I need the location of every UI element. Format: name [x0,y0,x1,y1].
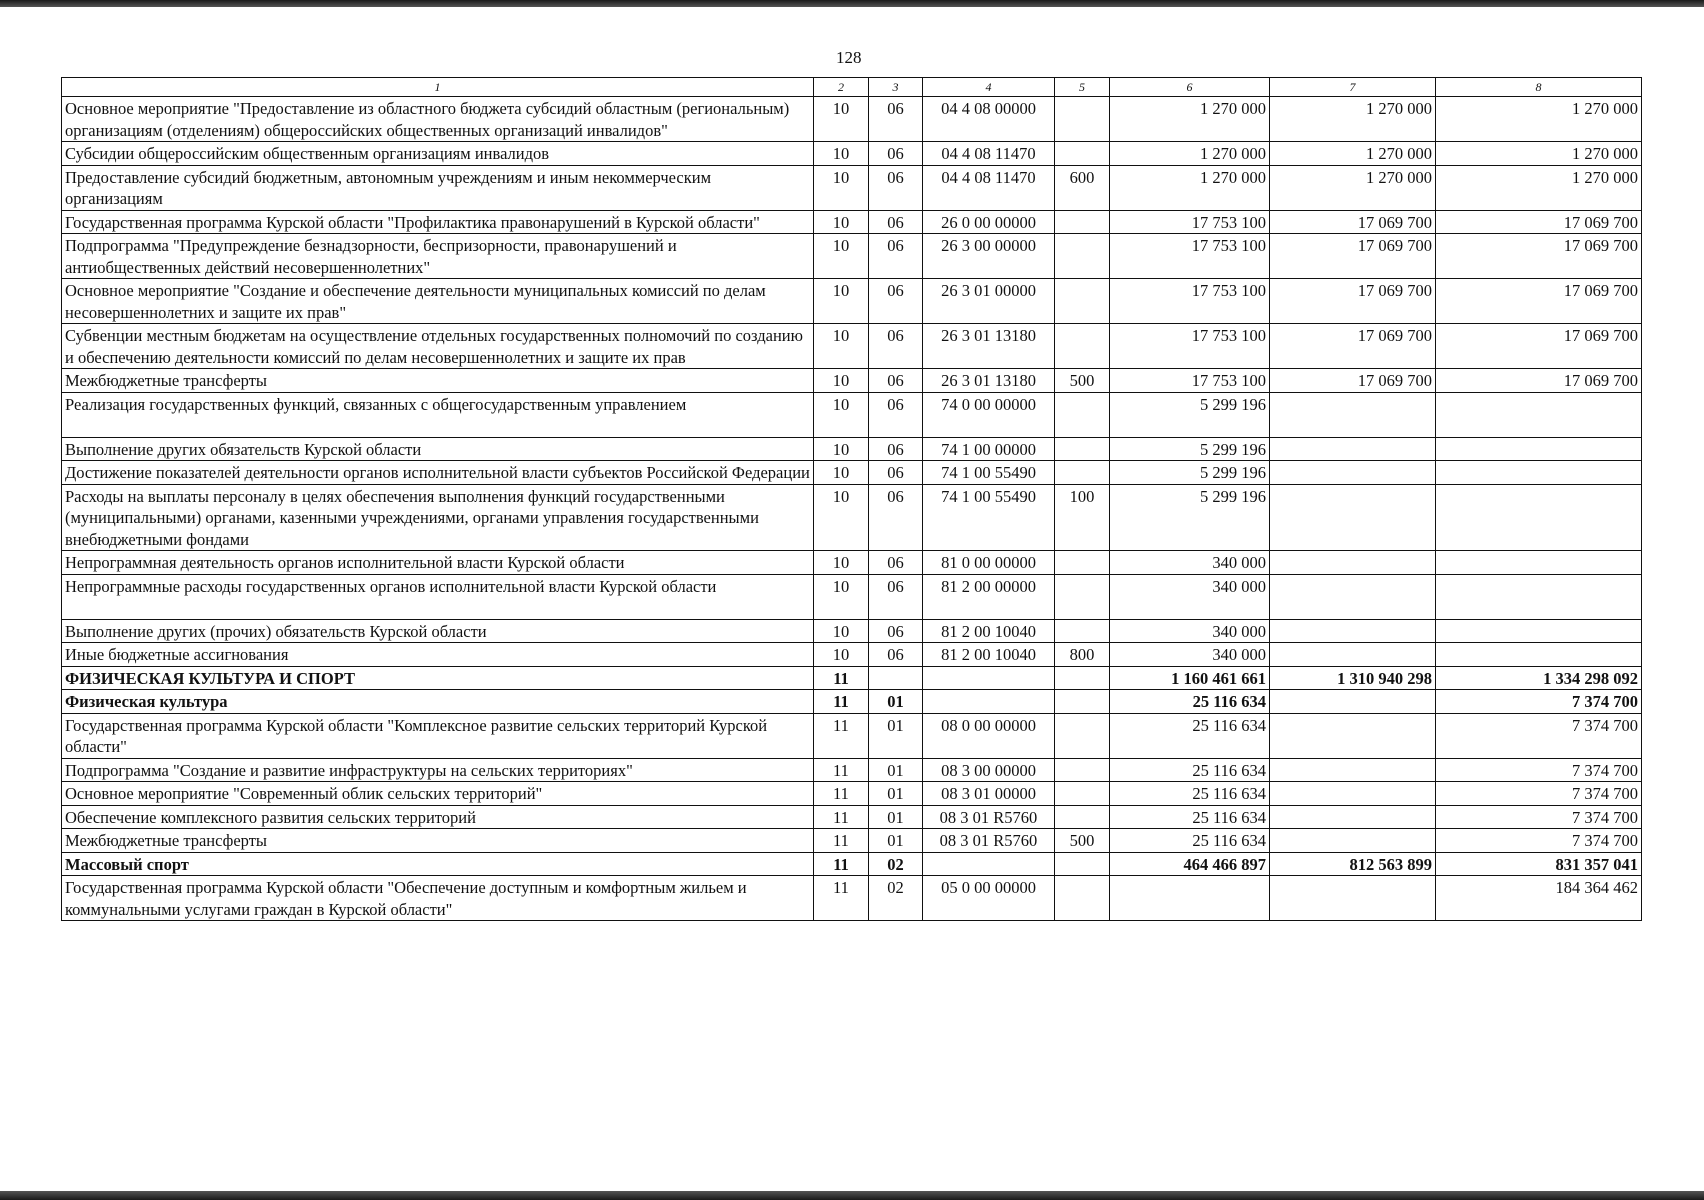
row-expense-type-cell: 600 [1055,165,1110,210]
row-name-cell: Подпрограмма "Предупреждение безнадзорности, беспризорности, правонарушений и антиобщественных действий несовершеннолетних" [62,234,814,279]
row-amount-col8-cell [1436,392,1642,437]
row-target-article-cell: 74 0 00 00000 [923,392,1055,437]
row-amount-col7-cell [1270,690,1436,714]
table-row [62,551,1642,575]
table-row [62,234,1642,279]
table-row [62,461,1642,485]
row-section-cell: 11 [814,876,869,921]
row-amount-col6-cell: 464 466 897 [1110,852,1270,876]
row-section-cell: 11 [814,782,869,806]
row-amount-col6-cell: 5 299 196 [1110,484,1270,551]
row-subsection-cell [869,666,923,690]
row-amount-col6-cell: 17 753 100 [1110,234,1270,279]
table-row [62,829,1642,853]
row-amount-col7-cell [1270,758,1436,782]
row-target-article-cell: 81 0 00 00000 [923,551,1055,575]
row-amount-col8-cell [1436,437,1642,461]
table-row [62,437,1642,461]
row-target-article-cell: 08 3 01 00000 [923,782,1055,806]
row-amount-col7-cell: 17 069 700 [1270,210,1436,234]
row-subsection-cell: 06 [869,551,923,575]
row-amount-col7-cell [1270,876,1436,921]
row-section-cell: 10 [814,142,869,166]
row-amount-col6-cell: 5 299 196 [1110,461,1270,485]
row-amount-col7-cell [1270,392,1436,437]
row-amount-col7-cell [1270,643,1436,667]
row-section-cell: 10 [814,484,869,551]
table-row [62,142,1642,166]
row-section-cell: 10 [814,165,869,210]
row-section-cell: 10 [814,437,869,461]
row-target-article-cell [923,666,1055,690]
row-target-article-cell: 26 3 01 13180 [923,324,1055,369]
row-subsection-cell: 01 [869,758,923,782]
table-row [62,369,1642,393]
row-amount-col6-cell: 25 116 634 [1110,829,1270,853]
table-body [62,97,1642,921]
row-subsection-cell: 01 [869,829,923,853]
row-name-cell: Основное мероприятие "Предоставление из областного бюджета субсидий областным (региональным) организациям (отделениям) общероссийских общественных организаций инвалидов" [62,97,814,142]
row-target-article-cell: 08 3 00 00000 [923,758,1055,782]
row-amount-col6-cell: 1 160 461 661 [1110,666,1270,690]
row-expense-type-cell [1055,782,1110,806]
row-target-article-cell: 74 1 00 55490 [923,484,1055,551]
scan-edge-bottom [0,1191,1704,1200]
row-subsection-cell: 06 [869,210,923,234]
row-amount-col7-cell: 812 563 899 [1270,852,1436,876]
row-amount-col7-cell: 1 270 000 [1270,97,1436,142]
row-name-cell: Иные бюджетные ассигнования [62,643,814,667]
row-target-article-cell: 08 3 01 R5760 [923,829,1055,853]
row-subsection-cell: 01 [869,690,923,714]
row-subsection-cell: 06 [869,234,923,279]
row-expense-type-cell [1055,876,1110,921]
row-amount-col6-cell: 1 270 000 [1110,97,1270,142]
row-amount-col6-cell: 5 299 196 [1110,392,1270,437]
row-expense-type-cell [1055,574,1110,619]
row-amount-col7-cell [1270,805,1436,829]
table-row [62,852,1642,876]
row-name-cell: Достижение показателей деятельности органов исполнительной власти субъектов Российской Федерации [62,461,814,485]
row-amount-col8-cell: 7 374 700 [1436,829,1642,853]
row-amount-col6-cell: 25 116 634 [1110,805,1270,829]
row-subsection-cell: 06 [869,165,923,210]
row-expense-type-cell [1055,461,1110,485]
row-subsection-cell: 06 [869,279,923,324]
row-name-cell: Массовый спорт [62,852,814,876]
row-amount-col6-cell: 17 753 100 [1110,369,1270,393]
row-amount-col8-cell: 17 069 700 [1436,279,1642,324]
row-subsection-cell: 06 [869,324,923,369]
row-target-article-cell: 26 0 00 00000 [923,210,1055,234]
row-amount-col6-cell: 25 116 634 [1110,713,1270,758]
row-subsection-cell: 06 [869,643,923,667]
row-section-cell: 10 [814,279,869,324]
row-subsection-cell: 06 [869,461,923,485]
row-subsection-cell: 01 [869,805,923,829]
row-expense-type-cell [1055,437,1110,461]
row-expense-type-cell: 800 [1055,643,1110,667]
row-expense-type-cell: 100 [1055,484,1110,551]
row-amount-col8-cell [1436,484,1642,551]
row-section-cell: 10 [814,369,869,393]
header-col-6: 6 [1110,78,1270,97]
row-section-cell: 10 [814,392,869,437]
table-row [62,876,1642,921]
row-name-cell: Основное мероприятие "Современный облик сельских территорий" [62,782,814,806]
row-subsection-cell: 06 [869,574,923,619]
row-section-cell: 11 [814,666,869,690]
row-amount-col7-cell [1270,619,1436,643]
row-section-cell: 11 [814,713,869,758]
row-amount-col6-cell: 5 299 196 [1110,437,1270,461]
header-col-3: 3 [869,78,923,97]
row-subsection-cell: 06 [869,97,923,142]
header-col-8: 8 [1436,78,1642,97]
row-section-cell: 10 [814,210,869,234]
row-amount-col8-cell [1436,619,1642,643]
table-row [62,97,1642,142]
row-target-article-cell: 74 1 00 55490 [923,461,1055,485]
row-expense-type-cell [1055,690,1110,714]
row-expense-type-cell [1055,852,1110,876]
row-target-article-cell: 04 4 08 11470 [923,142,1055,166]
row-amount-col8-cell [1436,574,1642,619]
row-expense-type-cell [1055,97,1110,142]
row-subsection-cell: 02 [869,852,923,876]
row-amount-col8-cell: 17 069 700 [1436,369,1642,393]
row-amount-col8-cell: 7 374 700 [1436,782,1642,806]
row-amount-col8-cell: 1 270 000 [1436,165,1642,210]
row-amount-col8-cell: 7 374 700 [1436,758,1642,782]
row-name-cell: Выполнение других обязательств Курской области [62,437,814,461]
row-target-article-cell: 08 0 00 00000 [923,713,1055,758]
row-name-cell: Межбюджетные трансферты [62,829,814,853]
header-col-1: 1 [62,78,814,97]
header-col-2: 2 [814,78,869,97]
row-amount-col6-cell: 17 753 100 [1110,210,1270,234]
row-section-cell: 10 [814,551,869,575]
row-name-cell: Основное мероприятие "Создание и обеспечение деятельности муниципальных комиссий по делам несовершеннолетних и защите их прав" [62,279,814,324]
scan-edge-top [0,0,1704,7]
row-target-article-cell: 05 0 00 00000 [923,876,1055,921]
row-amount-col8-cell: 17 069 700 [1436,234,1642,279]
row-amount-col6-cell: 17 753 100 [1110,324,1270,369]
row-section-cell: 10 [814,234,869,279]
row-section-cell: 10 [814,97,869,142]
row-name-cell: Подпрограмма "Создание и развитие инфраструктуры на сельских территориях" [62,758,814,782]
row-amount-col8-cell: 1 334 298 092 [1436,666,1642,690]
row-subsection-cell: 06 [869,619,923,643]
row-section-cell: 10 [814,574,869,619]
row-section-cell: 10 [814,643,869,667]
row-target-article-cell: 26 3 01 13180 [923,369,1055,393]
row-subsection-cell: 06 [869,484,923,551]
row-name-cell: Реализация государственных функций, связанных с общегосударственным управлением [62,392,814,437]
row-amount-col8-cell: 1 270 000 [1436,142,1642,166]
row-amount-col7-cell: 1 270 000 [1270,165,1436,210]
row-subsection-cell: 06 [869,437,923,461]
row-expense-type-cell [1055,805,1110,829]
row-amount-col6-cell: 340 000 [1110,551,1270,575]
table-row [62,210,1642,234]
row-section-cell: 11 [814,690,869,714]
table-row [62,805,1642,829]
row-name-cell: Субсидии общероссийским общественным организациям инвалидов [62,142,814,166]
row-name-cell: Непрограммная деятельность органов исполнительной власти Курской области [62,551,814,575]
row-amount-col6-cell: 25 116 634 [1110,758,1270,782]
row-name-cell: ФИЗИЧЕСКАЯ КУЛЬТУРА И СПОРТ [62,666,814,690]
row-expense-type-cell [1055,666,1110,690]
row-amount-col7-cell: 17 069 700 [1270,324,1436,369]
row-section-cell: 10 [814,461,869,485]
row-section-cell: 11 [814,852,869,876]
table-header [62,78,1642,97]
row-amount-col8-cell: 831 357 041 [1436,852,1642,876]
row-amount-col6-cell: 1 270 000 [1110,142,1270,166]
row-target-article-cell [923,690,1055,714]
table-row [62,643,1642,667]
row-amount-col7-cell [1270,574,1436,619]
row-name-cell: Субвенции местным бюджетам на осуществление отдельных государственных полномочий по созданию и обеспечению деятельности комиссий по делам несовершеннолетних и защите их прав [62,324,814,369]
row-amount-col8-cell: 1 270 000 [1436,97,1642,142]
table-row [62,666,1642,690]
row-name-cell: Непрограммные расходы государственных органов исполнительной власти Курской области [62,574,814,619]
row-amount-col7-cell [1270,551,1436,575]
row-amount-col8-cell [1436,461,1642,485]
row-target-article-cell: 26 3 00 00000 [923,234,1055,279]
row-name-cell: Выполнение других (прочих) обязательств Курской области [62,619,814,643]
row-subsection-cell: 06 [869,142,923,166]
row-expense-type-cell [1055,210,1110,234]
row-name-cell: Межбюджетные трансферты [62,369,814,393]
row-amount-col6-cell: 340 000 [1110,619,1270,643]
row-amount-col7-cell [1270,829,1436,853]
header-row [62,78,1642,97]
table-row [62,165,1642,210]
row-amount-col7-cell: 1 270 000 [1270,142,1436,166]
table-row [62,690,1642,714]
row-amount-col7-cell: 17 069 700 [1270,369,1436,393]
page-number: 128 [836,48,862,67]
row-amount-col7-cell: 17 069 700 [1270,234,1436,279]
row-expense-type-cell [1055,758,1110,782]
row-amount-col6-cell: 17 753 100 [1110,279,1270,324]
row-amount-col7-cell [1270,461,1436,485]
row-expense-type-cell [1055,142,1110,166]
row-subsection-cell: 02 [869,876,923,921]
row-amount-col6-cell: 25 116 634 [1110,690,1270,714]
row-amount-col7-cell [1270,437,1436,461]
row-section-cell: 11 [814,758,869,782]
row-target-article-cell: 04 4 08 00000 [923,97,1055,142]
row-section-cell: 11 [814,829,869,853]
table-row [62,758,1642,782]
row-name-cell: Расходы на выплаты персоналу в целях обеспечения выполнения функций государственными (муниципальными) органами, казенными учреждениями, органами управления государственными внебюджетными фондами [62,484,814,551]
row-section-cell: 10 [814,324,869,369]
row-name-cell: Государственная программа Курской области "Комплексное развитие сельских территорий Курской области" [62,713,814,758]
row-name-cell: Физическая культура [62,690,814,714]
row-expense-type-cell [1055,713,1110,758]
header-col-7: 7 [1270,78,1436,97]
row-target-article-cell: 81 2 00 10040 [923,619,1055,643]
row-amount-col8-cell: 184 364 462 [1436,876,1642,921]
row-subsection-cell: 06 [869,392,923,437]
row-amount-col6-cell: 1 270 000 [1110,165,1270,210]
row-amount-col8-cell: 17 069 700 [1436,324,1642,369]
table-row [62,619,1642,643]
row-amount-col7-cell: 17 069 700 [1270,279,1436,324]
row-amount-col7-cell [1270,713,1436,758]
table-row [62,782,1642,806]
row-name-cell: Предоставление субсидий бюджетным, автономным учреждениям и иным некоммерческим организациям [62,165,814,210]
row-amount-col8-cell: 7 374 700 [1436,805,1642,829]
row-amount-col7-cell: 1 310 940 298 [1270,666,1436,690]
table-row [62,713,1642,758]
row-amount-col8-cell: 17 069 700 [1436,210,1642,234]
row-target-article-cell: 04 4 08 11470 [923,165,1055,210]
row-section-cell: 11 [814,805,869,829]
row-subsection-cell: 01 [869,713,923,758]
table-row [62,574,1642,619]
row-target-article-cell: 74 1 00 00000 [923,437,1055,461]
row-subsection-cell: 01 [869,782,923,806]
row-amount-col6-cell: 25 116 634 [1110,782,1270,806]
header-col-4: 4 [923,78,1055,97]
row-amount-col6-cell: 340 000 [1110,574,1270,619]
row-amount-col7-cell [1270,484,1436,551]
row-expense-type-cell [1055,279,1110,324]
row-amount-col8-cell [1436,643,1642,667]
row-expense-type-cell [1055,234,1110,279]
row-amount-col7-cell [1270,782,1436,806]
header-col-5: 5 [1055,78,1110,97]
table-row [62,279,1642,324]
row-amount-col8-cell: 7 374 700 [1436,690,1642,714]
row-target-article-cell: 08 3 01 R5760 [923,805,1055,829]
row-name-cell: Государственная программа Курской области "Обеспечение доступным и комфортным жильем и коммунальными услугами граждан в Курской области" [62,876,814,921]
row-expense-type-cell [1055,324,1110,369]
budget-table [61,77,1642,921]
table-row [62,484,1642,551]
row-amount-col6-cell: 340 000 [1110,643,1270,667]
row-name-cell: Государственная программа Курской области "Профилактика правонарушений в Курской области" [62,210,814,234]
table-row [62,392,1642,437]
row-expense-type-cell [1055,619,1110,643]
row-amount-col6-cell [1110,876,1270,921]
row-expense-type-cell: 500 [1055,829,1110,853]
table-row [62,324,1642,369]
row-target-article-cell [923,852,1055,876]
row-target-article-cell: 26 3 01 00000 [923,279,1055,324]
row-section-cell: 10 [814,619,869,643]
row-name-cell: Обеспечение комплексного развития сельских территорий [62,805,814,829]
row-expense-type-cell: 500 [1055,369,1110,393]
row-expense-type-cell [1055,392,1110,437]
row-amount-col8-cell [1436,551,1642,575]
row-target-article-cell: 81 2 00 00000 [923,574,1055,619]
row-subsection-cell: 06 [869,369,923,393]
row-expense-type-cell [1055,551,1110,575]
row-target-article-cell: 81 2 00 10040 [923,643,1055,667]
row-amount-col8-cell: 7 374 700 [1436,713,1642,758]
